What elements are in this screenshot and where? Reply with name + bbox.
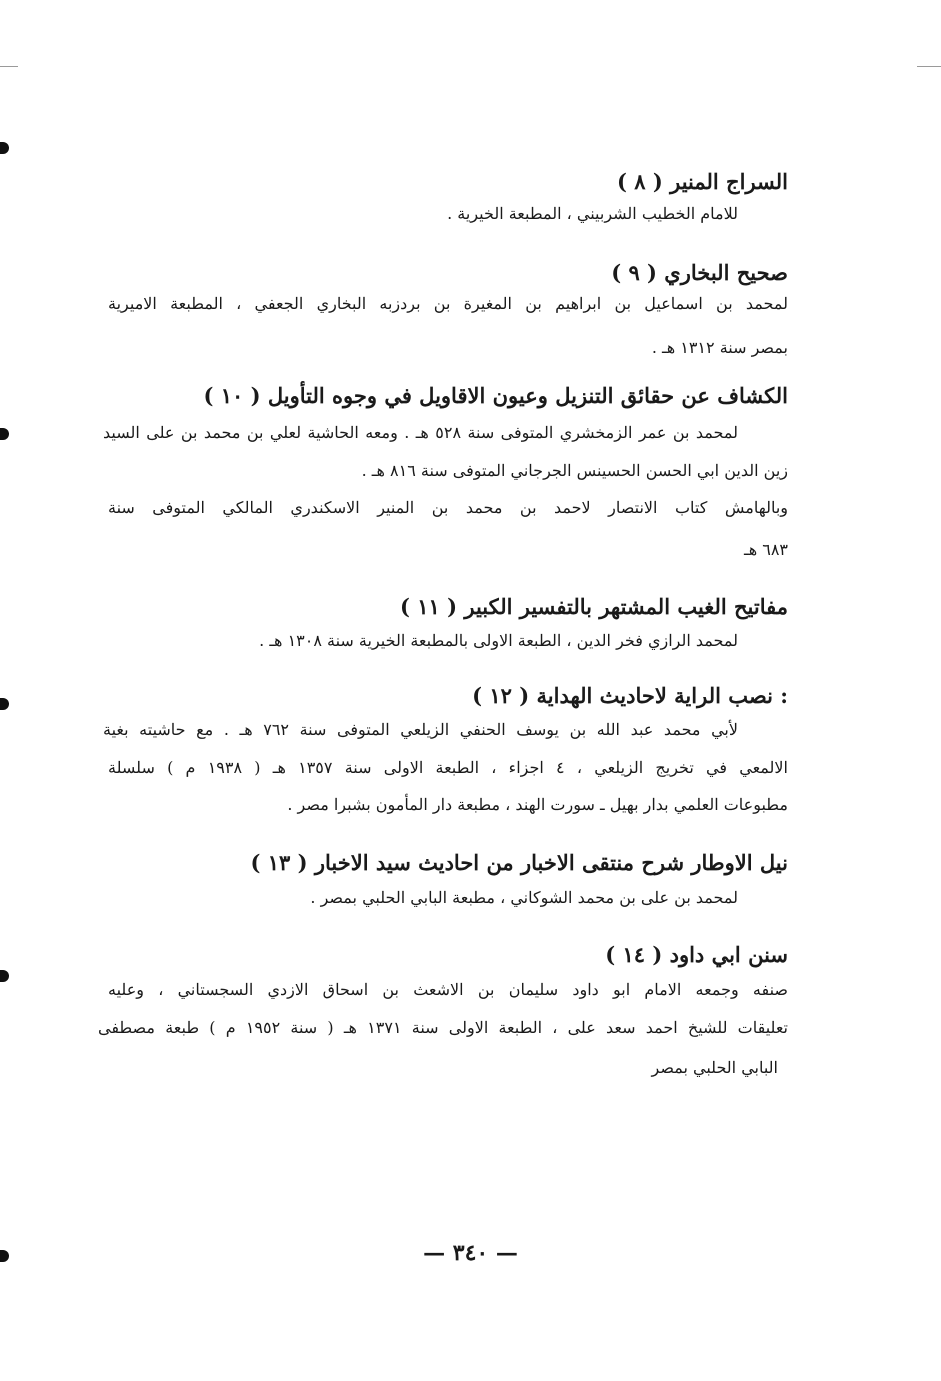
page-number: — ٣٤٠ — [423, 1240, 518, 1266]
entry-line: ٦٨٣ هـ [744, 540, 788, 559]
margin-rule-right [917, 66, 941, 67]
entry-line: زين الدين ابي الحسن الحسينس الجرجاني المتوفى سنة ٨١٦ هـ . [361, 461, 788, 480]
entry-title: ( ١١ ) مفاتيح الغيب المشتهر بالتفسير الكبير [399, 594, 788, 619]
entry-title: ( ١٢ ) نصب الراية لاحاديث الهداية : [472, 683, 788, 708]
entry-line: الالمعي في تخريج الزيلعي ، ٤ اجزاء ، الطبعة الاولى سنة ١٣٥٧ هـ ( ١٩٣٨ م ) سلسلة [108, 758, 788, 777]
entry-line: تعليقات للشيخ احمد سعد على ، الطبعة الاولى سنة ١٣٧١ هـ ( سنة ١٩٥٢ م ) طبعة مصطفى [98, 1018, 789, 1037]
entry-line: لمحمد بن عمر الزمخشري المتوفى سنة ٥٢٨ هـ . ومعه الحاشية لعلي بن محمد بن على السيد [103, 423, 738, 442]
entry-line: لمحمد بن على بن محمد الشوكاني ، مطبعة البابي الحلبي بمصر . [310, 888, 738, 907]
entry-title: ( ١٠ ) الكشاف عن حقائق التنزيل وعيون الاقاويل في وجوه التأويل [203, 383, 788, 408]
binding-mark [0, 428, 9, 440]
margin-rule-left [0, 66, 18, 67]
binding-mark [0, 142, 9, 154]
entry-title: ( ٩ ) صحيح البخاري [611, 260, 788, 285]
entry-line: مطبوعات العلمي بدار بهيل ـ سورت الهند ، مطبعة دار المأمون بشبرا مصر . [287, 795, 788, 814]
entry-title: ( ١٣ ) نيل الاوطار شرح منتقى الاخبار من احاديث سيد الاخبار [250, 850, 788, 875]
entry-line: بمصر سنة ١٣١٢ هـ . [651, 338, 788, 357]
entry-line: لمحمد الرازي فخر الدين ، الطبعة الاولى بالمطبعة الخيرية سنة ١٣٠٨ هـ . [259, 631, 738, 650]
binding-mark [0, 970, 9, 982]
entry-line: للامام الخطيب الشربيني ، المطبعة الخيرية . [447, 204, 738, 223]
entry-line: وبالهامش كتاب الانتصار لاحمد بن محمد بن المنير الاسكندري المالكي المتوفى سنة [108, 498, 788, 517]
entry-title: ( ٨ ) السراج المنير [617, 169, 788, 194]
entry-line: لأبي محمد عبد الله بن يوسف الحنفي الزيلعي المتوفى سنة ٧٦٢ هـ . مع حاشيته بغية [103, 720, 738, 739]
entry-line: لمحمد بن اسماعيل بن ابراهيم بن المغيرة بن بردزبه البخاري الجعفي ، المطبعة الاميرية [108, 294, 788, 313]
entry-line: البابي الحلبي بمصر [651, 1058, 778, 1077]
binding-mark [0, 698, 9, 710]
entry-line: صنفه وجمعه الامام ابو داود سليمان بن الاشعث بن اسحاق الازدي السجستاني ، وعليه [108, 980, 788, 999]
entry-title: ( ١٤ ) سنن ابي داود [605, 942, 788, 967]
